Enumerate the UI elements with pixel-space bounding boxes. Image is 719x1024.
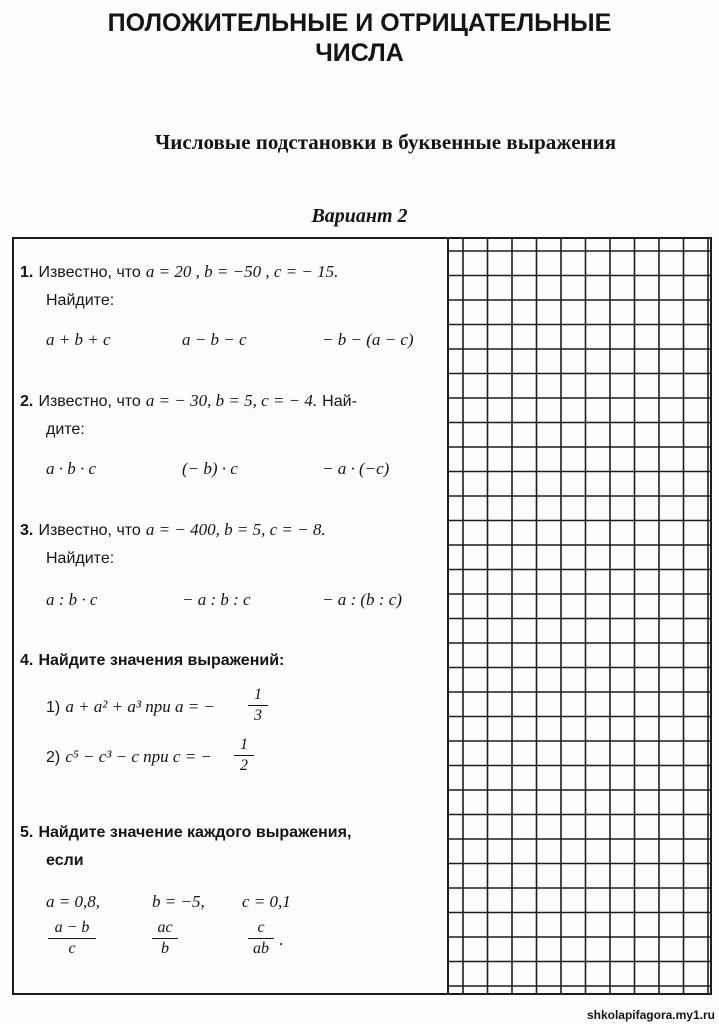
end-period: . (279, 930, 284, 949)
expression-2: a − b − c (182, 330, 247, 349)
title-line-2: ЧИСЛА (315, 39, 404, 67)
fraction-numerator: 1 (248, 685, 268, 706)
problem-statement: Известно, что (38, 522, 141, 539)
fraction-numerator: a − b (48, 918, 96, 939)
problem-number: 4. (20, 652, 34, 669)
problem-2-line-1 (20, 391, 357, 411)
problem-number: 1. (20, 264, 34, 281)
item-expression: a + a² + a³ при a = − (65, 697, 215, 716)
fraction-one-third (248, 685, 268, 726)
fraction-c-over-ab (248, 918, 274, 959)
expression-1: a : b · c (46, 590, 98, 609)
item-expression: c⁵ − c³ − c при c = − (65, 747, 212, 766)
problem-3-line-1 (20, 520, 326, 540)
problem-4-line-1 (20, 650, 284, 670)
expression-3: − a · (−c) (322, 459, 390, 478)
problem-statement: Известно, что (38, 393, 141, 410)
fraction-denominator: b (161, 940, 169, 957)
fraction-denominator: c (68, 940, 76, 957)
fraction-numerator: ac (152, 918, 178, 939)
given-values: a = − 30, b = 5, c = − 4. (145, 391, 318, 410)
expression-3: − a : (b : c) (322, 590, 402, 609)
given-values: a = 20 , b = −50 , c = − 15. (145, 262, 339, 281)
answer-grid (449, 239, 710, 993)
page-title (0, 8, 719, 68)
problem-task: Найдите: (46, 292, 115, 309)
value-a: a = 0,8, (46, 892, 100, 911)
item-label: 2) (46, 749, 61, 766)
watermark: shkolapifagora.my1.ru (586, 1008, 715, 1022)
expression-2: (− b) · c (182, 459, 238, 478)
fraction-denominator: ab (253, 940, 269, 957)
value-c: c = 0,1 (242, 892, 291, 911)
problem-number: 2. (20, 393, 34, 410)
fraction-numerator: c (248, 918, 274, 939)
given-values: a = − 400, b = 5, c = − 8. (145, 520, 326, 539)
item-label: 1) (46, 699, 61, 716)
problem-number: 3. (20, 522, 34, 539)
variant-label: Вариант 2 (311, 205, 408, 227)
expression-3: − b − (a − c) (322, 330, 414, 349)
fraction-numerator: 1 (234, 735, 254, 756)
problem-1-line-1 (20, 262, 338, 282)
title-line-1: ПОЛОЖИТЕЛЬНЫЕ И ОТРИЦАТЕЛЬНЫЕ (107, 9, 612, 37)
problem-4-item-1 (46, 697, 215, 717)
problem-task-part-1: Най- (322, 393, 357, 410)
expression-1: a + b + c (46, 330, 111, 349)
value-b: b = −5, (152, 892, 205, 911)
problem-task: Найдите: (46, 550, 115, 567)
expression-1: a · b · c (46, 459, 97, 478)
fraction-a-minus-b-over-c (48, 918, 96, 959)
problem-task: Найдите значения выражений: (38, 652, 285, 669)
fraction-one-half (234, 735, 254, 776)
subtitle: Числовые подстановки в буквенные выражения (154, 130, 617, 154)
problem-4-item-2 (46, 747, 212, 767)
fraction-denominator: 3 (254, 707, 262, 724)
fraction-ac-over-b (152, 918, 178, 959)
problem-task: Найдите значение каждого выражения, (38, 824, 352, 841)
fraction-denominator: 2 (240, 757, 248, 774)
problem-task-part-2: дите: (46, 421, 85, 438)
problem-task-line-2: если (46, 852, 84, 869)
problem-5-line-1 (20, 822, 351, 842)
problem-statement: Известно, что (38, 264, 141, 281)
expression-2: − a : b : c (182, 590, 251, 609)
problem-number: 5. (20, 824, 34, 841)
